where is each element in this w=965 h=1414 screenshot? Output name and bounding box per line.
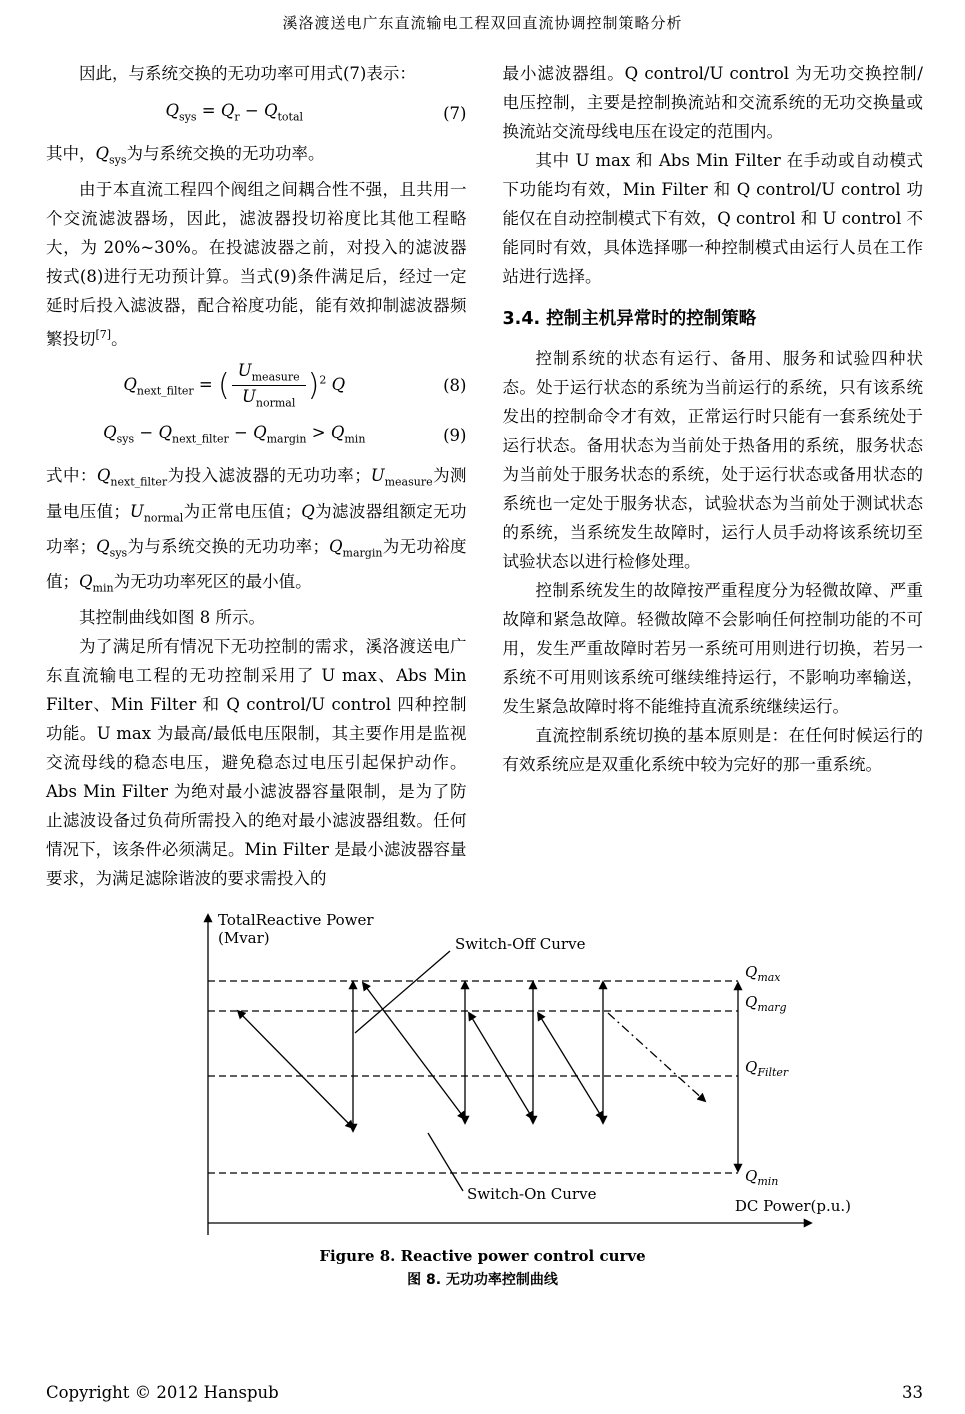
qmarg-label: $Q_{marg}$ bbox=[744, 992, 787, 1014]
figure-caption-en: Figure 8. Reactive power control curve bbox=[319, 1246, 646, 1265]
paragraph-symbol-definitions: 式中：$Q_{next\_filter}$为投入滤波器的无功功率；$U_{measure}$为测量电压值；$U_{normal}$为正常电压值；Q为滤波器组额定无功功率；$Q_{sys}$为与系统交换的无功功率；$Q_{margin}$为无功裕度值；$Q_{min}$为无功功率死区的最小值。 bbox=[46, 466, 467, 595]
switch-on-curve-label: Switch-On Curve bbox=[466, 1184, 596, 1203]
paragraph-curve-reference: 其控制曲线如图 8 所示。 bbox=[79, 607, 265, 627]
switch-on-annotation bbox=[428, 1133, 597, 1203]
equation-8-right-paren: ) bbox=[307, 368, 320, 404]
reactive-power-control-chart bbox=[113, 901, 853, 1243]
equation-8-denominator: $U_{normal}$ bbox=[241, 387, 296, 410]
y-axis-label-line1: TotalReactive Power bbox=[217, 910, 374, 929]
equation-8-numerator: $U_{measure}$ bbox=[232, 361, 306, 386]
figure-8 bbox=[113, 901, 853, 1289]
paragraph-control-functions: 为了满足所有情况下无功控制的需求，溪洛渡送电广东直流输电工程的无功控制采用了 U max、Abs Min Filter、Min Filter 和 Q control/U control 四种控制功能。U max 为最高/最低电压限制，其主要作用是监视交流母线的稳态电压，避免稳态过电压引起保护动作。Abs Min Filter 为绝对最小滤波器容量限制，是为了防止滤波设备过负荷所需投入的绝对最小滤波器组数。任何情况下，该条件必须满足。Min Filter 是最小滤波器容量要求，为满足滤除谐波的要求需投入的 bbox=[46, 636, 467, 888]
equation-8-body bbox=[46, 361, 423, 410]
paragraph-coupling: 由于本直流工程四个阀组之间耦合性不强，且共用一个交流滤波器场，因此，滤波器投切裕度比其他工程略大，为 20%~30%。在投滤波器之前，对投入的滤波器按式(8)进行无功预计算。当式(9)条件满足后，经过一定延时后投入滤波器，配合裕度功能，能有效抑制滤波器频繁投切[7]。 bbox=[46, 179, 467, 349]
right-column bbox=[503, 59, 924, 893]
page-footer bbox=[46, 1383, 923, 1402]
equation-9-body: $Q_{sys} - Q_{next\_filter} - Q_{margin} > Q_{min}$ bbox=[103, 423, 366, 446]
paragraph-where: 其中，$Q_{sys}$为与系统交换的无功功率。 bbox=[46, 144, 325, 167]
running-title: 溪洛渡送电广东直流输电工程双回直流协调控制策略分析 bbox=[282, 14, 683, 32]
continuation-dash-dot-line bbox=[608, 1013, 705, 1101]
equation-8-number: (8) bbox=[443, 376, 467, 396]
sawtooth-trajectory bbox=[238, 982, 705, 1131]
y-axis-label-line2: (Mvar) bbox=[217, 928, 270, 947]
paragraph-control-modes: 其中 U max 和 Abs Min Filter 在手动或自动模式下功能均有效，Min Filter 和 Q control/U control 功能仅在自动控制模式下有效，Q control 和 U control 不能同时有效，具体选择哪一种控制模式由运行人员在工作站进行选择。 bbox=[502, 151, 923, 286]
switch-off-curve-label: Switch-Off Curve bbox=[454, 934, 585, 953]
x-axis-label: DC Power(p.u.) bbox=[734, 1196, 851, 1215]
paragraph-switchover-principle: 直流控制系统切换的基本原则是：在任何时候运行的有效系统应是双重化系统中较为完好的那一重系统。 bbox=[502, 726, 923, 774]
paragraph-intro: 因此，与系统交换的无功功率可用式(7)表示： bbox=[79, 64, 416, 83]
paragraph-system-states: 控制系统的状态有运行、备用、服务和试验四种状态。处于运行状态的系统为当前运行的系统，只有该系统发出的控制命令才有效，正常运行时只能有一套系统处于运行状态。备用状态为当前处于热备用的系统，服务状态为当前处于服务状态的系统，处于运行状态或备用状态的系统也一定处于服务状态，试验状态为当前处于测试状态的系统，当系统发生故障时，运行人员手动将该系统切至试验状态以进行检修处理。 bbox=[502, 349, 923, 571]
footer-copyright: Copyright © 2012 Hanspub bbox=[46, 1383, 279, 1402]
equation-7-body: $Q_{sys} = Q_r - Q_{total}$ bbox=[165, 101, 304, 124]
figure-caption-zh: 图 8. 无功功率控制曲线 bbox=[407, 1271, 558, 1288]
equation-9-number: (9) bbox=[443, 426, 467, 446]
equation-8-fraction bbox=[232, 361, 306, 410]
qfilter-label: $Q_{Filter}$ bbox=[744, 1057, 788, 1079]
left-column bbox=[46, 59, 467, 893]
equation-7 bbox=[46, 96, 467, 131]
page-number: 33 bbox=[902, 1383, 923, 1402]
paragraph-min-filter-continued: 最小滤波器组。Q control/U control 为无功交换控制/电压控制，主要是控制换流站和交流系统的无功交换量或换流站交流母线电压在设定的范围内。 bbox=[502, 64, 923, 141]
equation-8-lhs: $Q_{next\_filter}$ = bbox=[123, 375, 213, 398]
equation-9 bbox=[46, 418, 467, 453]
paragraph-fault-severity: 控制系统发生的故障按严重程度分为轻微故障、严重故障和紧急故障。轻微故障不会影响任何控制功能的不可用，发生严重故障时若另一系统可用则进行切换，若另一系统不可用则该系统可继续维持运行，不影响功率输送，发生紧急故障时将不能维持直流系统继续运行。 bbox=[502, 581, 923, 716]
qmax-label: $Q_{max}$ bbox=[744, 962, 781, 984]
two-column-body bbox=[0, 33, 965, 893]
equation-8-exponent: 2 bbox=[319, 373, 327, 387]
equation-8-left-paren: ( bbox=[218, 368, 230, 404]
qmin-label: $Q_{min}$ bbox=[744, 1166, 778, 1188]
equation-8 bbox=[46, 361, 467, 410]
equation-8-rhs: Q bbox=[331, 375, 346, 395]
equation-7-number: (7) bbox=[443, 104, 467, 124]
section-heading-3-4: 3.4. 控制主机异常时的控制策略 bbox=[502, 309, 757, 329]
